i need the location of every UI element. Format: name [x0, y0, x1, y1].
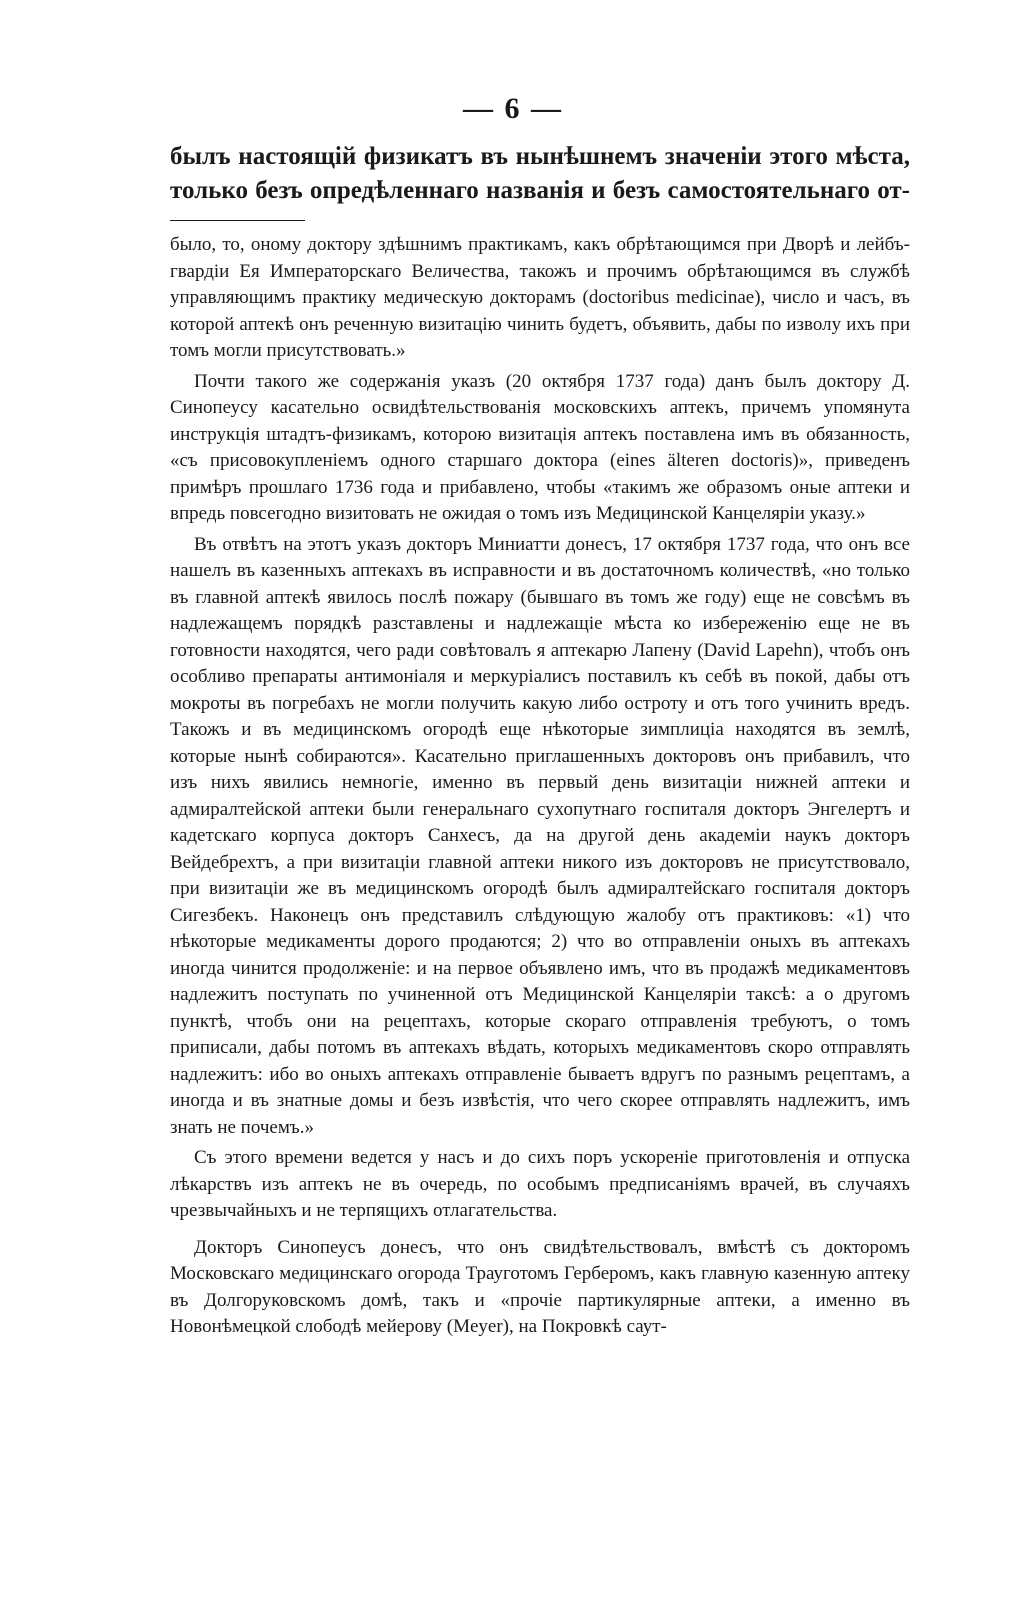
- footnote-paragraph: Въ отвѣтъ на этотъ указъ докторъ Миниатти донесъ, 17 октября 1737 года, что онъ все нашелъ въ казенныхъ аптекахъ въ исправности и въ достаточномъ количествѣ, «но только въ главной аптекѣ явилось послѣ пожару (бывшаго въ томъ же году) еще не совсѣмъ въ надлежащемъ порядкѣ разставлены и надлежащіе мѣста ко избереженію еще не въ готовности находятся, чего ради совѣтовалъ я аптекарю Лапену (David Lapehn), чтобъ онъ особливо препараты антимоніаля и меркуріалисъ поставилъ къ себѣ въ покой, дабы отъ мокроты въ погребахъ не могли получить какую либо остроту и отъ того учинить вредъ. Такожъ и въ медицинскомъ огородѣ еще нѣкоторые зимплиціа находятся въ землѣ, которые нынѣ собираются». Касательно приглашенныхъ докторовъ онъ прибавилъ, что изъ нихъ явились немногіе, именно въ первый день визитаціи нижней аптеки и адмиралтейской аптеки были генеральнаго сухопутнаго госпиталя докторъ Энгелертъ и кадетскаго корпуса докторъ Санхесъ, да на другой день академіи наукъ докторъ Вейдебрехтъ, а при визитаціи главной аптеки никого изъ докторовъ не присутствовало, при визитаціи же въ медицинскомъ огородѣ былъ адмиралтейскаго госпиталя докторъ Сигезбекъ. Наконецъ онъ представилъ слѣдующую жалобу отъ практиковъ: «1) что нѣкоторые медикаменты дорого продаются; 2) что во отправленіи оныхъ въ аптекахъ иногда чинится продолженіе: и на первое объявлено имъ, что въ продажѣ медикаментовъ надлежитъ поступать по учиненной отъ Медицинской Канцеляріи таксѣ: а о другомъ пунктѣ, чтобъ они на рецептахъ, которые скораго отправленія требуютъ, о томъ приписали, дабы потомъ въ аптекахъ вѣдать, которыхъ медикаментовъ скоро отправлять надлежитъ: ибо во оныхъ аптекахъ отправленіе бываетъ вдругъ по разнымъ рецептамъ, а иногда и въ знатные домы и безъ извѣстія, что чего скорее отправлять надлежитъ, имъ знать не почемъ.»: [170, 533, 910, 1138]
- main-text-line: только безъ опредѣленнаго названія и безъ самостоятельнаго от-: [170, 177, 910, 204]
- main-text: [170, 140, 910, 208]
- footnote-divider: [170, 220, 305, 221]
- footnote-paragraph: Докторъ Синопеусъ донесъ, что онъ свидѣтельствовалъ, вмѣстѣ съ докторомъ Московскаго медицинскаго огорода Трауготомъ Герберомъ, какъ главную казенную аптеку въ Долгоруковскомъ домѣ, такъ и «прочіе партикулярные аптеки, а именно въ Новонѣмецкой слободѣ мейерову (Meyer), на Покровкѣ саут-: [170, 1236, 910, 1337]
- footnote-paragraph: было, то, оному доктору здѣшнимъ практикамъ, какъ обрѣтающимся при Дворѣ и лейбъ-гвардіи Ея Императорскаго Величества, такожъ и прочимъ обрѣтающимся въ службѣ управляющимъ практику медическую докторамъ (doctoribus medicinae), число и часъ, въ которой аптекѣ онъ реченную визитацію чинить будетъ, объявить, дабы по изволу ихъ при томъ могли присутствовать.»: [170, 234, 910, 361]
- footnote-paragraph: Почти такого же содержанія указъ (20 октября 1737 года) данъ былъ доктору Д. Синопеусу касательно освидѣтельствованія московскихъ аптекъ, причемъ упомянута инструкція штадтъ-физикамъ, которою визитація аптекъ поставлена имъ въ обязанность, «съ присовокупленіемъ одного старшаго доктора (eines älteren doctoris)», приведенъ примѣръ прошлаго 1736 года и прибавлено, чтобы «такимъ же образомъ оные аптеки и впредь повсегодно визитовать не ожидая о томъ изъ Медицинской Канцеляріи указу.»: [170, 370, 910, 524]
- main-text-line: былъ настоящій физикатъ въ нынѣшнемъ значеніи этого мѣста,: [170, 143, 910, 170]
- page-number: — 6 —: [463, 92, 563, 125]
- footnote: [170, 232, 910, 1341]
- footnote-paragraph: Съ этого времени ведется у насъ и до сихъ поръ ускореніе приготовленія и отпуска лѣкарствъ изъ аптекъ не въ очередь, по особымъ предписаніямъ врачей, въ случаяхъ чрезвычайныхъ и не терпящихъ отлагательства.: [170, 1147, 910, 1221]
